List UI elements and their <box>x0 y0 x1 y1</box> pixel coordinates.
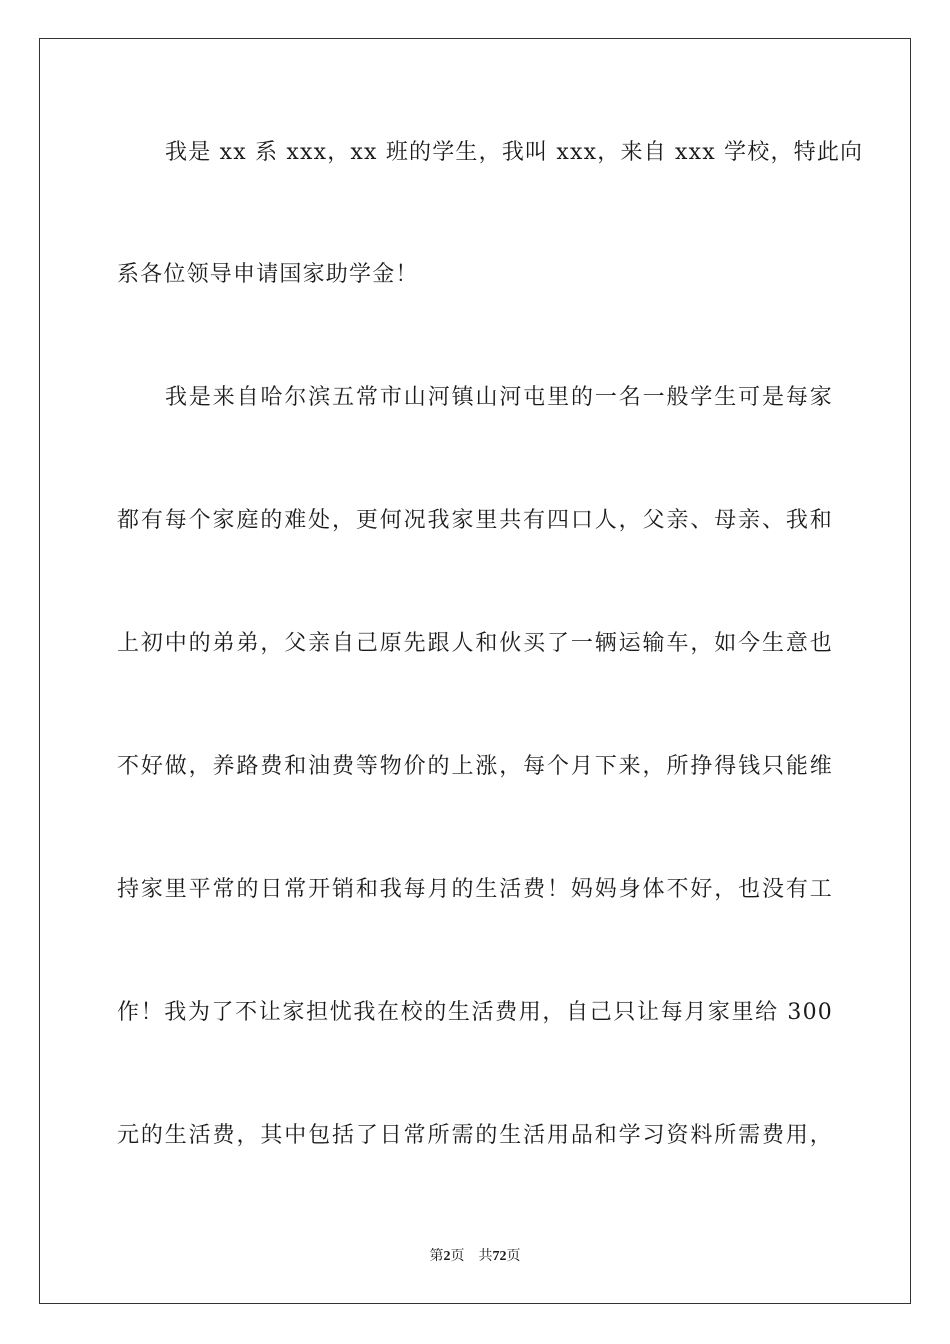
total-prefix: 共 <box>478 1248 493 1264</box>
page-footer <box>0 1247 950 1266</box>
paragraph-1-line-1: 我是 xx 系 xxx，xx 班的学生，我叫 xxx，来自 xxx 学校，特此向 <box>165 140 864 165</box>
paragraph-2-line-1: 我是来自哈尔滨五常市山河镇山河屯里的一名一般学生可是每家 <box>165 385 833 410</box>
page-prefix: 第 <box>429 1248 444 1264</box>
page-number: 2 <box>443 1249 451 1264</box>
total-suffix: 页 <box>506 1248 521 1264</box>
page-frame <box>39 38 911 1304</box>
paragraph-2-line-2: 都有每个家庭的难处，更何况我家里共有四口人，父亲、母亲、我和 <box>117 508 833 533</box>
page-suffix: 页 <box>450 1248 465 1264</box>
paragraph-2-line-4: 不好做，养路费和油费等物价的上涨，每个月下来，所挣得钱只能维 <box>117 754 833 779</box>
total-pages: 72 <box>492 1249 507 1264</box>
paragraph-2-line-5: 持家里平常的日常开销和我每月的生活费！妈妈身体不好，也没有工 <box>117 877 833 902</box>
paragraph-2-line-3: 上初中的弟弟，父亲自己原先跟人和伙买了一辆运输车，如今生意也 <box>117 631 833 656</box>
paragraph-2-line-7: 元的生活费，其中包括了日常所需的生活用品和学习资料所需费用， <box>117 1123 833 1148</box>
paragraph-1-line-2: 系各位领导申请国家助学金！ <box>117 262 419 287</box>
paragraph-2-line-6: 作！我为了不让家担忧我在校的生活费用，自己只让每月家里给 300 <box>117 1000 833 1025</box>
